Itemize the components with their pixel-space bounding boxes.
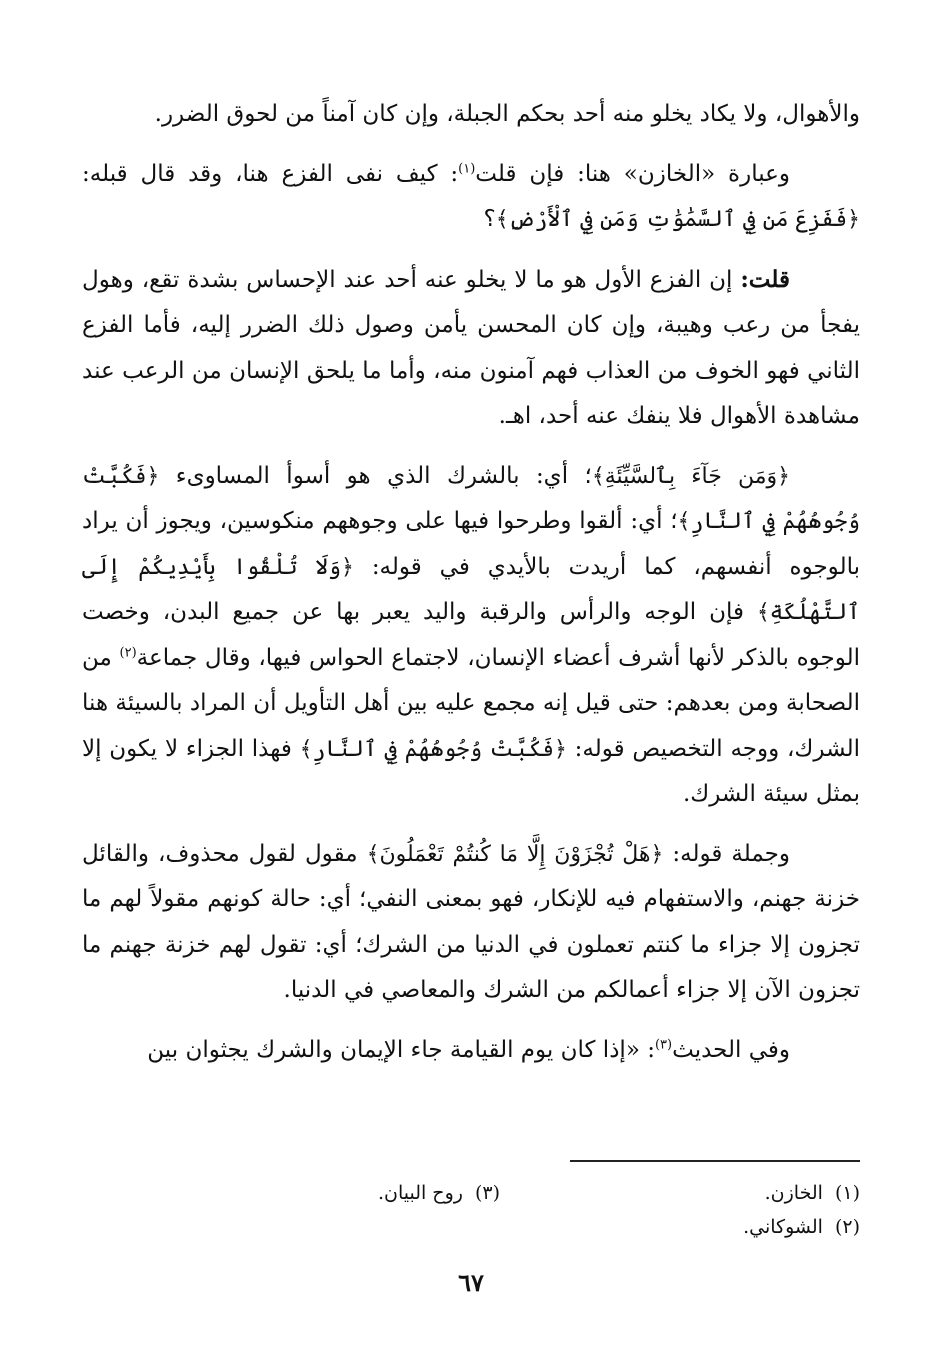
quran-verse: ﴿فَكُبَّتْ وُجُوهُهُمْ فِي ٱلنَّارِ﴾: [82, 463, 860, 534]
paragraph-4-text-c: فإن الوجه والرأس والرقبة واليد يعبر بها عن جميع البدن، وخصت الوجوه بالذكر لأنها أشرف أعضاء الإنسان، لاجتماع الحواس فيها، وقال جماعة: [82, 599, 861, 671]
footnote-1-text: الخازن.: [764, 1182, 823, 1204]
paragraph-3-lead: قلت:: [740, 265, 790, 293]
quran-verse: ﴿هَلْ تُجْزَوْنَ إِلَّا مَا كُنتُمْ تَعْمَلُونَ﴾: [366, 841, 664, 867]
footnotes: [82, 1176, 860, 1244]
paragraph-4-text-e: فهذا الجزاء لا يكون إلا بمثل سيئة الشرك.: [82, 735, 860, 807]
footnote-3-number: (٣): [474, 1182, 500, 1204]
footnote-1: [500, 1176, 860, 1210]
paragraph-4-text-b: ؛ أي: ألقوا وطرحوا فيها على وجوههم منكوسين، ويجوز أن يراد بالوجوه أنفسهم، كما أريدت بالأيدي في قوله:: [82, 508, 860, 580]
main-text: [82, 92, 860, 1087]
paragraph-3: [82, 257, 860, 440]
paragraph-1: [82, 92, 860, 138]
footnote-3-text: روح البيان.: [377, 1182, 463, 1204]
footnote-2: [500, 1210, 860, 1244]
paragraph-4-text-d: من الصحابة ومن بعدهم: حتى قيل إنه مجمع عليه بين أهل التأويل أن المراد بالسيئة هنا الشرك، ووجه التخصيص قوله:: [82, 644, 860, 762]
footnote-3: [140, 1176, 500, 1210]
paragraph-3-text: إن الفزع الأول هو ما لا يخلو عنه أحد عند الإحساس بشدة تقع، وهول يفجأ من رعب وهيبة، وإن كان المحسن يأمن وصول ذلك الضرر إليه، فأما الفزع الثاني فهو الخوف من العذاب فهم آمنون منه، وأما ما يلحق الإنسان من الرعب عند مشاهدة الأهوال فلا ينفك عنه أحد، اهـ.: [82, 266, 860, 429]
paragraph-5-text-a: وجملة قوله:: [663, 840, 790, 867]
footnote-2-number: (٢): [834, 1216, 860, 1238]
page-number: ٦٧: [458, 1268, 484, 1297]
quran-verse: ﴿فَفَزِعَ مَن فِي ٱلسَّمَٰوَٰتِ وَمَن فِي ٱلْأَرْضِ﴾: [495, 207, 860, 232]
footnote-ref-1: (١): [458, 160, 476, 176]
footnote-ref-2: (٢): [119, 644, 137, 660]
paragraph-4: [82, 454, 860, 818]
paragraph-5: [82, 832, 860, 1014]
quran-verse: ﴿وَلَا تُلْقُوا بِأَيْدِيكُمْ إِلَى ٱلتَّهْلُكَةِ﴾: [82, 554, 860, 625]
paragraph-2-text-a: وعبارة «الخازن» هنا: فإن قلت: [475, 160, 790, 187]
footnote-divider: [570, 1160, 860, 1162]
paragraph-2: [82, 152, 860, 243]
footnote-1-number: (١): [834, 1182, 860, 1204]
quran-verse: ﴿وَمَن جَآءَ بِٱلسَّيِّئَةِ﴾: [591, 463, 790, 489]
paragraph-6-text-a: وفي الحديث: [672, 1036, 790, 1063]
paragraph-4-text-a: ؛ أي: بالشرك الذي هو أسوأ المساوىء: [159, 462, 592, 489]
paragraph-1-text: والأهوال، ولا يكاد يخلو منه أحد بحكم الجبلة، وإن كان آمناً من لحوق الضرر.: [154, 101, 860, 127]
paragraph-5-text-b: مقول لقول محذوف، والقائل خزنة جهنم، والاستفهام فيه للإنكار، فهو بمعنى النفي؛ أي: حالة كونهم مقولاً لهم ما تجزون إلا جزاء ما كنتم تعملون في الدنيا من الشرك؛ أي: تقول لهم خزنة جهنم ما تجزون الآن إلا جزاء أعمالكم من الشرك والمعاصي في الدنيا.: [82, 840, 860, 1003]
quran-verse: ﴿فَكُبَّتْ وُجُوهُهُمْ فِي ٱلنَّارِ﴾: [299, 736, 567, 762]
paragraph-6: [82, 1028, 860, 1074]
footnote-ref-3: (٣): [654, 1036, 673, 1052]
paragraph-6-text-b: : «إذا كان يوم القيامة جاء الإيمان والشرك يجثوان بين: [147, 1036, 655, 1063]
paragraph-2-text-c: ؟: [483, 206, 496, 232]
footnote-row-2: [82, 1210, 860, 1244]
footnote-2-text: الشوكاني.: [743, 1216, 823, 1238]
paragraph-2-text-b: : كيف نفى الفزع هنا، وقد قال قبله:: [82, 160, 459, 187]
footnote-row-1: [82, 1176, 860, 1210]
